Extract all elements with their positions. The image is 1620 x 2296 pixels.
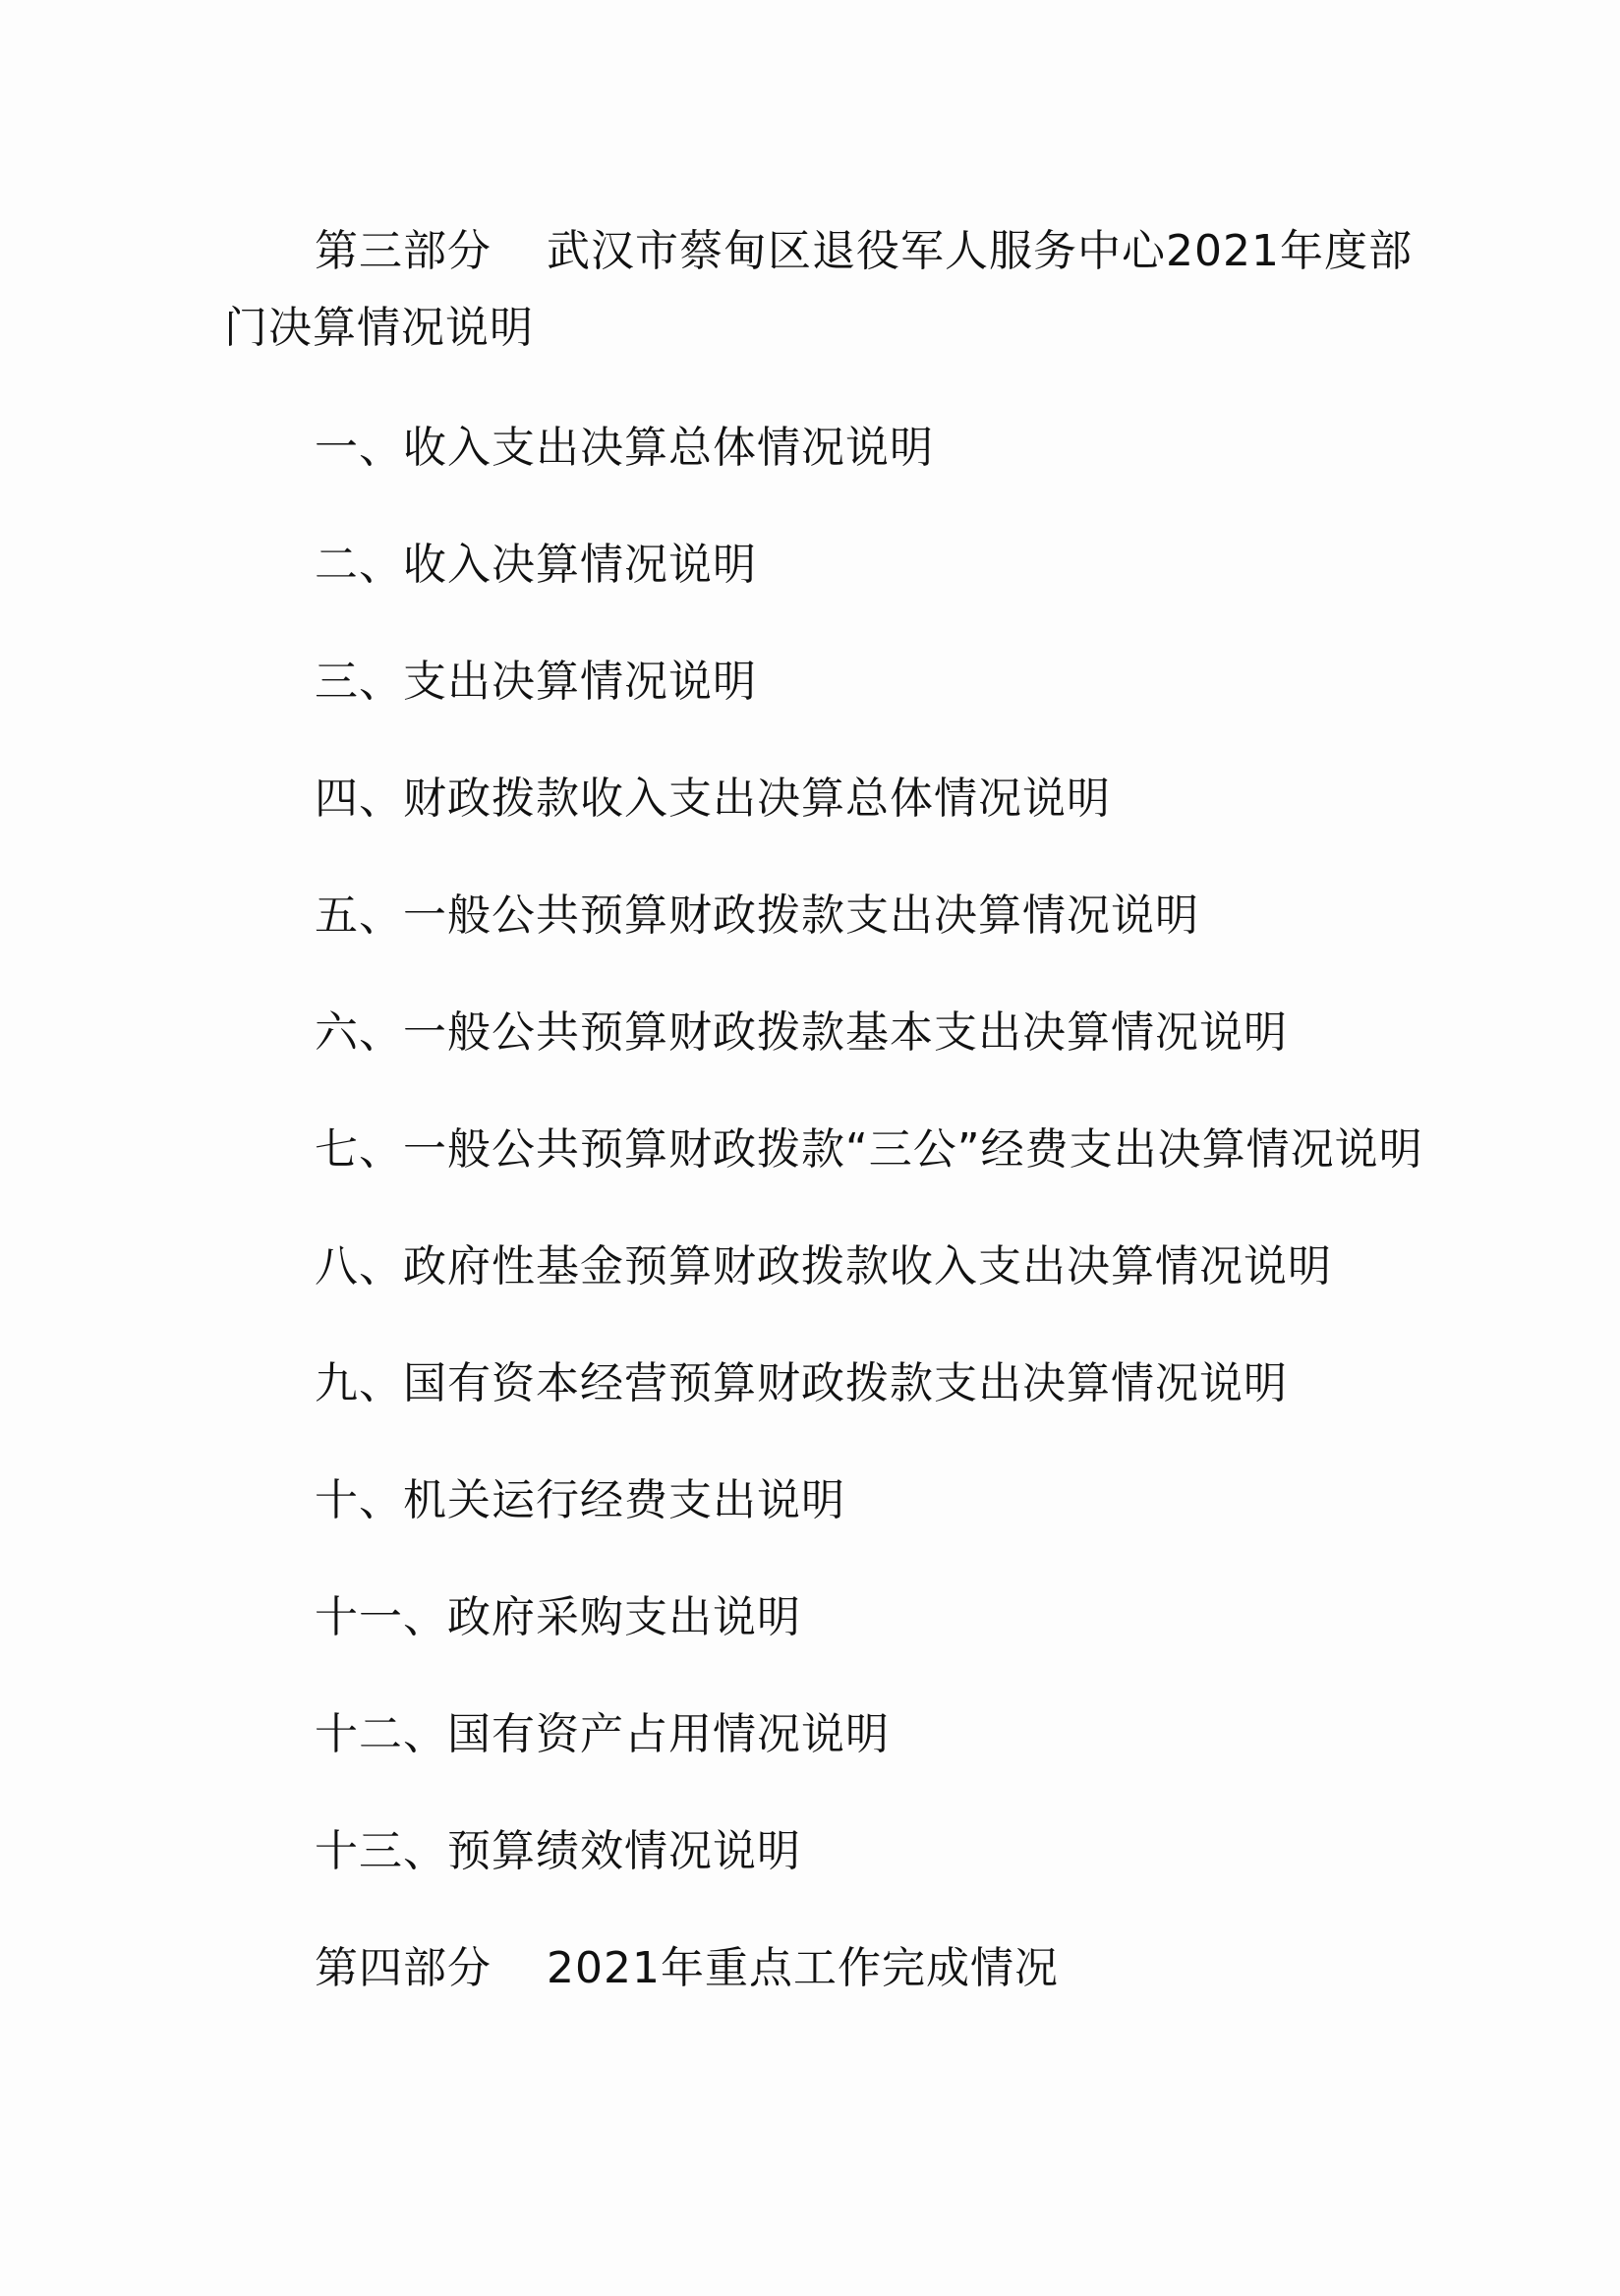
part4-heading xyxy=(315,1941,1059,1996)
part3-heading-line1 xyxy=(315,224,1413,279)
part4-label: 第四部分 xyxy=(315,1943,492,1993)
list-item: 七、一般公共预算财政拨款“三公”经费支出决算情况说明 xyxy=(315,1124,1423,1175)
part3-title-line1: 武汉市蔡甸区退役军人服务中心2021年度部 xyxy=(547,226,1413,276)
list-item: 八、政府性基金预算财政拨款收入支出决算情况说明 xyxy=(315,1241,1332,1292)
list-item: 十、机关运行经费支出说明 xyxy=(315,1475,845,1525)
list-item: 六、一般公共预算财政拨款基本支出决算情况说明 xyxy=(315,1007,1288,1058)
list-item: 四、财政拨款收入支出决算总体情况说明 xyxy=(315,774,1111,824)
list-item: 一、收入支出决算总体情况说明 xyxy=(315,423,934,473)
part3-label: 第三部分 xyxy=(315,226,492,276)
list-item: 十一、政府采购支出说明 xyxy=(315,1592,801,1642)
list-item: 三、支出决算情况说明 xyxy=(315,657,757,707)
list-item: 十三、预算绩效情况说明 xyxy=(315,1826,801,1876)
list-item: 五、一般公共预算财政拨款支出决算情况说明 xyxy=(315,890,1199,941)
list-item: 二、收入决算情况说明 xyxy=(315,540,757,590)
part3-heading-line2: 门决算情况说明 xyxy=(224,303,534,353)
part4-title: 2021年重点工作完成情况 xyxy=(547,1943,1059,1993)
list-item: 十二、国有资产占用情况说明 xyxy=(315,1709,890,1759)
list-item: 九、国有资本经营预算财政拨款支出决算情况说明 xyxy=(315,1358,1288,1408)
